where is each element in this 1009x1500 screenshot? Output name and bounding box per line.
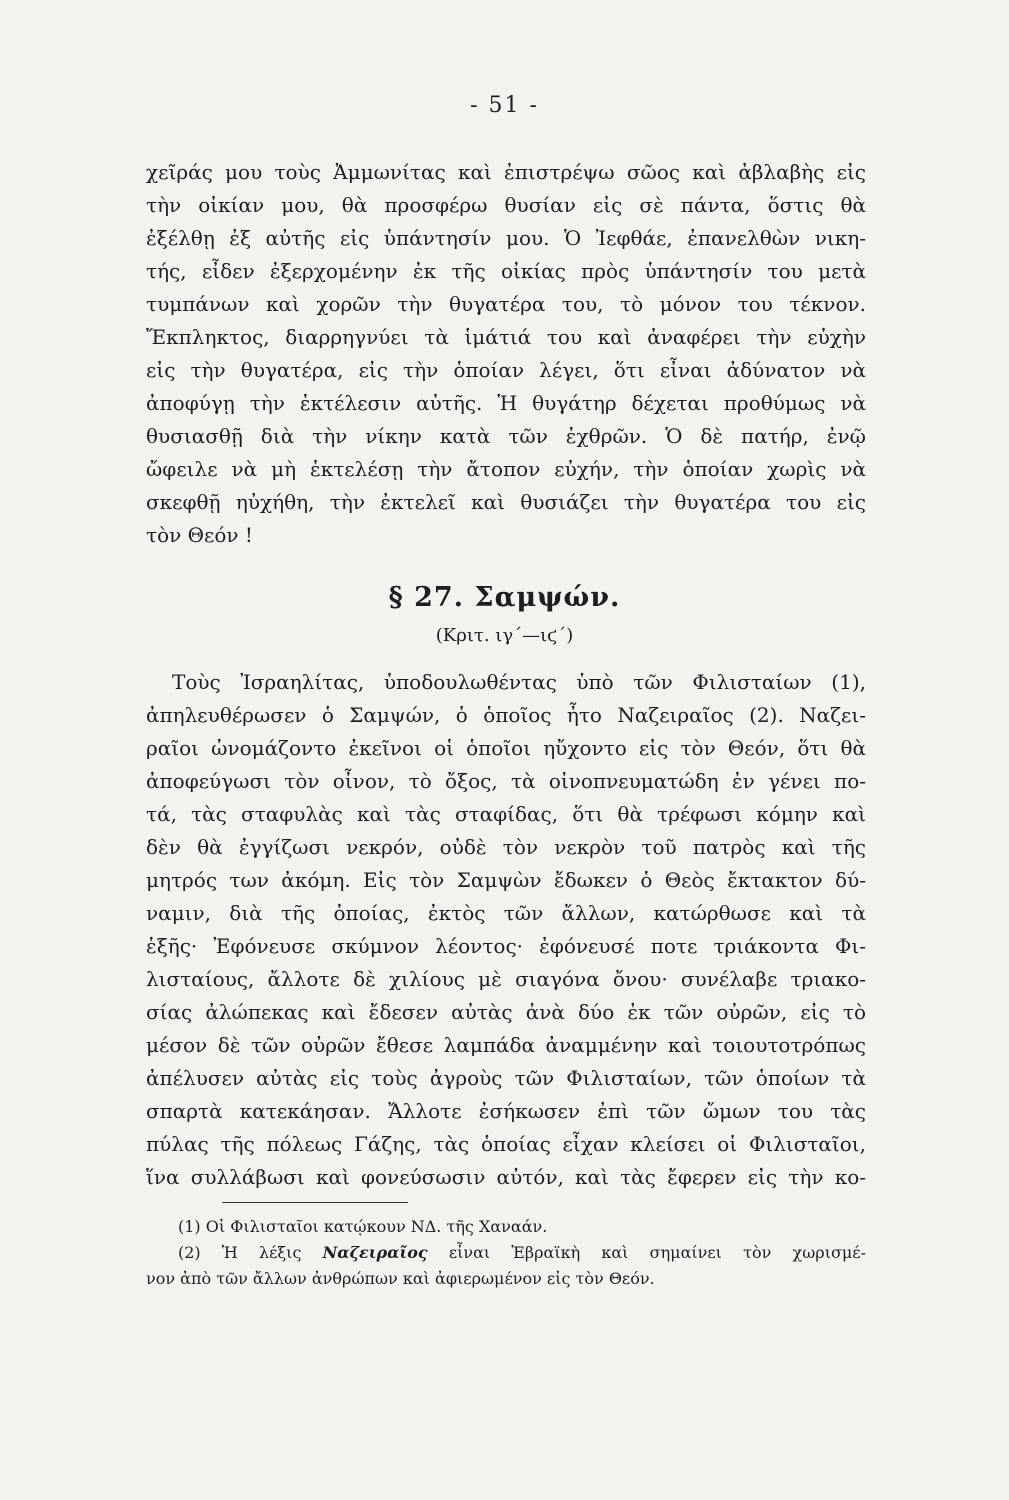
footnote-text: (2) Ἡ λέξις — [178, 1243, 323, 1262]
text-line: ἵνα συλλάβωσι καὶ φονεύσωσιν αὐτόν, καὶ τὰς ἔφερεν εἰς τὴν κο- — [146, 1165, 866, 1189]
text-line: τυμπάνων καὶ χορῶν τὴν θυγατέρα του, τὸ μόνον του τέκνον. — [146, 292, 866, 316]
text-line: εἰς τὴν θυγατέρα, εἰς τὴν ὁποίαν λέγει, ὅτι εἶναι ἀδύνατον νὰ — [146, 358, 866, 382]
text-line: τὸν Θεόν ! — [146, 523, 253, 547]
text-line: Ἔκπληκτος, διαρρηγνύει τὰ ἱμάτιά του καὶ ἀναφέρει τὴν εὐχὴν — [146, 325, 866, 349]
text-line: μητρός των ἀκόμη. Εἰς τὸν Σαμψὼν ἔδωκεν ὁ Θεὸς ἔκτακτον δύ- — [146, 868, 866, 892]
page-number: - 51 - — [470, 93, 539, 118]
text-line: δὲν θὰ ἐγγίζωσι νεκρόν, οὐδὲ τὸν νεκρὸν τοῦ πατρὸς καὶ τῆς — [146, 835, 866, 859]
text-line: σίας ἀλώπεκας καὶ ἔδεσεν αὐτὰς ἀνὰ δύο ἐκ τῶν οὐρῶν, εἰς τὸ — [146, 1000, 866, 1024]
text-line: ὤφειλε νὰ μὴ ἐκτελέσῃ τὴν ἄτοπον εὐχήν, τὴν ὁποίαν χωρὶς νὰ — [146, 457, 866, 481]
text-line: ἀποφεύγωσι τὸν οἶνον, τὸ ὄξος, τὰ οἰνοπνευματώδη ἐν γένει πο- — [146, 769, 866, 793]
text-line: Τοὺς Ἰσραηλίτας, ὑποδουλωθέντας ὑπὸ τῶν Φιλισταίων (1), — [172, 670, 866, 694]
section-heading: § 27. Σαμψών. — [388, 582, 621, 613]
section-reference: (Κριτ. ιγ΄—ιϛ΄) — [435, 625, 574, 646]
footnote-text: εἶναι Ἑβραϊκὴ καὶ σημαίνει τὸν χωρισμέ- — [427, 1243, 866, 1262]
text-line: ἐξέλθῃ ἐξ αὐτῆς εἰς ὑπάντησίν μου. Ὁ Ἰεφθάε, ἐπανελθὼν νικη- — [146, 226, 866, 250]
footnote-2-line-1 — [178, 1240, 866, 1266]
footnote-emphasis: Ναζειραῖος — [322, 1243, 428, 1262]
text-line: σκεφθῇ ηὐχήθη, τὴν ἐκτελεῖ καὶ θυσιάζει τὴν θυγατέρα του εἰς — [146, 490, 866, 514]
footnote-divider — [222, 1202, 408, 1203]
text-line: λισταίους, ἄλλοτε δὲ χιλίους μὲ σιαγόνα ὄνου· συνέλαβε τριακο- — [146, 967, 866, 991]
text-line: θυσιασθῇ διὰ τὴν νίκην κατὰ τῶν ἐχθρῶν. Ὁ δὲ πατήρ, ἐνῷ — [146, 424, 866, 448]
text-line: μέσον δὲ τῶν οὐρῶν ἔθεσε λαμπάδα ἀναμμένην καὶ τοιουτοτρόπως — [146, 1033, 866, 1057]
text-line: τής, εἶδεν ἐξερχομένην ἐκ τῆς οἰκίας πρὸς ὑπάντησίν του μετὰ — [146, 259, 866, 283]
text-line: πύλας τῆς πόλεως Γάζης, τὰς ὁποίας εἶχαν κλείσει οἱ Φιλισταῖοι, — [146, 1132, 866, 1156]
text-line: ραῖοι ὠνομάζοντο ἐκεῖνοι οἱ ὁποῖοι ηὔχοντο εἰς τὸν Θεόν, ὅτι θὰ — [146, 736, 866, 760]
text-line: τά, τὰς σταφυλὰς καὶ τὰς σταφίδας, ὅτι θὰ τρέφωσι κόμην καὶ — [146, 802, 866, 826]
text-line: ναμιν, διὰ τῆς ὁποίας, ἐκτὸς τῶν ἄλλων, κατώρθωσε καὶ τὰ — [146, 901, 866, 925]
text-line: ἀπηλευθέρωσεν ὁ Σαμψών, ὁ ὁποῖος ἦτο Ναζειραῖος (2). Ναζει- — [146, 703, 866, 727]
text-line: τὴν οἰκίαν μου, θὰ προσφέρω θυσίαν εἰς σὲ πάντα, ὅστις θὰ — [146, 193, 866, 217]
text-line: ἀπέλυσεν αὐτὰς εἰς τοὺς ἀγροὺς τῶν Φιλισταίων, τῶν ὁποίων τὰ — [146, 1066, 866, 1090]
text-line: χεῖράς μου τοὺς Ἀμμωνίτας καὶ ἐπιστρέψω σῶος καὶ ἀβλαβὴς εἰς — [146, 160, 866, 184]
text-line: σπαρτὰ κατεκάησαν. Ἄλλοτε ἐσήκωσεν ἐπὶ τῶν ὤμων του τὰς — [146, 1099, 866, 1123]
text-line: ἑξῆς· Ἐφόνευσε σκύμνον λέοντος· ἐφόνευσέ ποτε τριάκοντα Φι- — [146, 934, 866, 958]
footnote-1: (1) Οἱ Φιλισταῖοι κατῴκουν ΝΔ. τῆς Χαναάν. — [178, 1217, 548, 1236]
footnote-2-line-2: νον ἀπὸ τῶν ἄλλων ἀνθρώπων καὶ ἀφιερωμένον εἰς τὸν Θεόν. — [146, 1269, 655, 1288]
text-line: ἀποφύγῃ τὴν ἐκτέλεσιν αὐτῆς. Ἡ θυγάτηρ δέχεται προθύμως νὰ — [146, 391, 866, 415]
